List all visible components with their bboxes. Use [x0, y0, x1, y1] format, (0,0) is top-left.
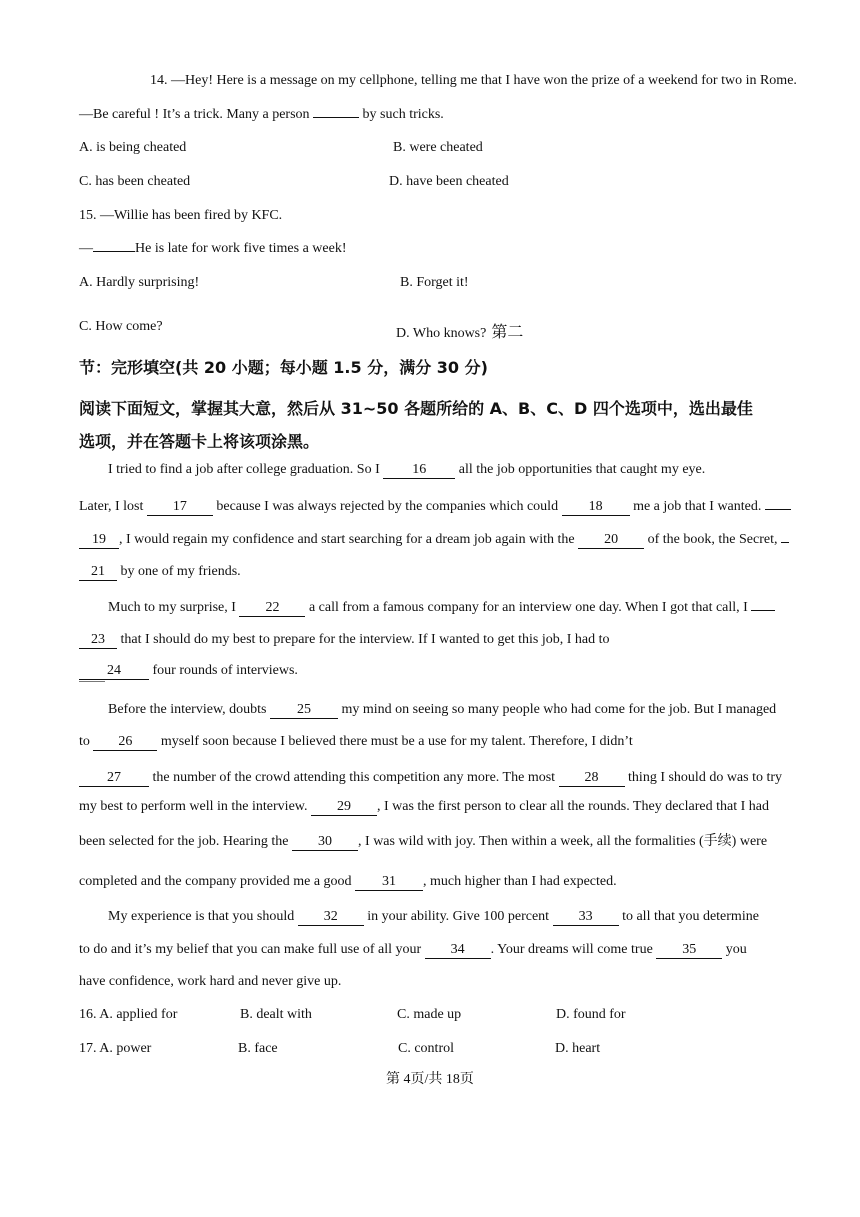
blank-26: 26: [93, 734, 157, 751]
text: the number of the crowd attending this competition any more. The most: [149, 770, 559, 785]
blank-29: 29: [311, 799, 377, 816]
blank-33: 33: [553, 909, 619, 926]
passage-line: [108, 461, 705, 479]
passage-line: [79, 631, 609, 649]
passage-line: [79, 833, 767, 851]
passage-line: [79, 498, 791, 516]
text: Much to my surprise, I: [108, 600, 240, 615]
q14-reply-end: by such tricks.: [359, 107, 444, 122]
passage-line: [108, 908, 759, 926]
passage-line: have confidence, work hard and never give up.: [79, 974, 342, 989]
passage-line: [79, 769, 782, 787]
q14-option-c: C. has been cheated: [79, 174, 191, 189]
text: I tried to find a job after college graduation. So I: [108, 462, 384, 477]
q17-option-c: C. control: [398, 1041, 454, 1056]
section-title-start: 第二: [486, 322, 524, 341]
text: to: [79, 734, 94, 749]
passage-line: [79, 941, 747, 959]
blank-19: 19: [79, 532, 119, 549]
text: me a job that I wanted.: [629, 499, 765, 514]
blank-20: 20: [578, 532, 644, 549]
blank-17: 17: [147, 499, 213, 516]
q15-reply: [79, 240, 346, 258]
q15-option-a: A. Hardly surprising!: [79, 275, 200, 290]
q17-option-a: 17. A. power: [79, 1041, 152, 1056]
text: all the job opportunities that caught my eye.: [455, 462, 706, 477]
text: my best to perform well in the interview.: [79, 799, 311, 814]
q14-reply: [79, 106, 444, 124]
section-instruction-1: 阅读下面短文，掌握其大意，然后从 31~50 各题所给的 A、B、C、D 四个选项中，选出最佳: [79, 399, 753, 418]
q16-option-b: B. dealt with: [240, 1007, 312, 1022]
text: , I would regain my confidence and start searching for a dream job again with the: [119, 532, 579, 547]
blank-27: 27: [79, 770, 149, 787]
text: completed and the company provided me a good: [79, 874, 356, 889]
blank-18: 18: [562, 499, 630, 516]
section-instruction-2: 选项，并在答题卡上将该项涂黑。: [79, 432, 320, 451]
q14-option-a: A. is being cheated: [79, 140, 187, 155]
text: that I should do my best to prepare for the interview. If I wanted to get this job, I had to: [117, 632, 610, 647]
blank-30: 30: [292, 834, 358, 851]
text: in your ability. Give 100 percent: [363, 909, 553, 924]
text: you: [722, 942, 747, 957]
text: because I was always rejected by the companies which could: [212, 499, 562, 514]
text: of the book, the Secret,: [644, 532, 781, 547]
passage-line: [79, 531, 789, 549]
page-footer: 第 4页/共 18页: [386, 1072, 474, 1087]
blank-21: 21: [79, 564, 117, 581]
q16-option-c: C. made up: [397, 1007, 462, 1022]
blank-22: 22: [239, 600, 305, 617]
q15-blank: [93, 251, 135, 252]
blank-19-start: [765, 509, 791, 510]
text: four rounds of interviews.: [149, 663, 298, 678]
q15-option-d: [396, 319, 523, 342]
blank-23: 23: [79, 632, 117, 649]
passage-line: [79, 563, 241, 581]
text: to all that you determine: [618, 909, 759, 924]
blank-32: 32: [298, 909, 364, 926]
text: Later, I lost: [79, 499, 147, 514]
blank-28: 28: [559, 770, 625, 787]
passage-line: [79, 798, 769, 816]
passage-line: [79, 733, 633, 751]
q14-blank: [313, 117, 359, 118]
text: , I was wild with joy. Then within a week, all the formalities (手续) were: [358, 834, 768, 849]
q15-option-c: C. How come?: [79, 319, 163, 334]
text: Before the interview, doubts: [108, 702, 270, 717]
blank-23-start: [751, 610, 775, 611]
text: My experience is that you should: [108, 909, 298, 924]
q15-stem: 15. —Willie has been fired by KFC.: [79, 208, 283, 223]
section-title: 节：完形填空(共 20 小题；每小题 1.5 分，满分 30 分): [79, 358, 488, 377]
blank-25: 25: [270, 702, 338, 719]
blank-21-start: [781, 542, 789, 543]
q14-reply-start: —Be careful ! It’s a trick. Many a person: [79, 107, 314, 122]
text: thing I should do was to try: [624, 770, 783, 785]
text: a call from a famous company for an interview one day. When I got that call, I: [305, 600, 752, 615]
q15-reply-start: —: [79, 241, 93, 256]
passage-line: [108, 701, 776, 719]
passage-line: [79, 873, 617, 891]
blank-35: 35: [656, 942, 722, 959]
q16-option-d: D. found for: [556, 1007, 626, 1022]
blank-34: 34: [425, 942, 491, 959]
q17-option-b: B. face: [238, 1041, 278, 1056]
text: my mind on seeing so many people who had come for the job. But I managed: [338, 702, 777, 717]
text: , much higher than I had expected.: [423, 874, 617, 889]
passage-line: [79, 662, 298, 680]
divider: [79, 681, 105, 682]
q15-reply-end: He is late for work five times a week!: [135, 241, 347, 256]
q14-option-b: B. were cheated: [393, 140, 483, 155]
q15-option-d-text: D. Who knows?: [396, 326, 487, 341]
blank-16: 16: [383, 462, 455, 479]
passage-line: [108, 599, 775, 617]
blank-31: 31: [355, 874, 423, 891]
q14-stem: 14. —Hey! Here is a message on my cellphone, telling me that I have won the prize of a weekend for two in Rome.: [150, 73, 797, 88]
blank-24: 24: [79, 663, 149, 680]
text: been selected for the job. Hearing the: [79, 834, 293, 849]
q14-option-d: D. have been cheated: [389, 174, 509, 189]
text: . Your dreams will come true: [490, 942, 657, 957]
text: myself soon because I believed there must be a use for my talent. Therefore, I didn’t: [157, 734, 633, 749]
text: by one of my friends.: [117, 564, 241, 579]
text: , I was the first person to clear all the rounds. They declared that I had: [376, 799, 769, 814]
q17-option-d: D. heart: [555, 1041, 601, 1056]
text: to do and it’s my belief that you can make full use of all your: [79, 942, 425, 957]
q15-option-b: B. Forget it!: [400, 275, 469, 290]
q16-option-a: 16. A. applied for: [79, 1007, 178, 1022]
